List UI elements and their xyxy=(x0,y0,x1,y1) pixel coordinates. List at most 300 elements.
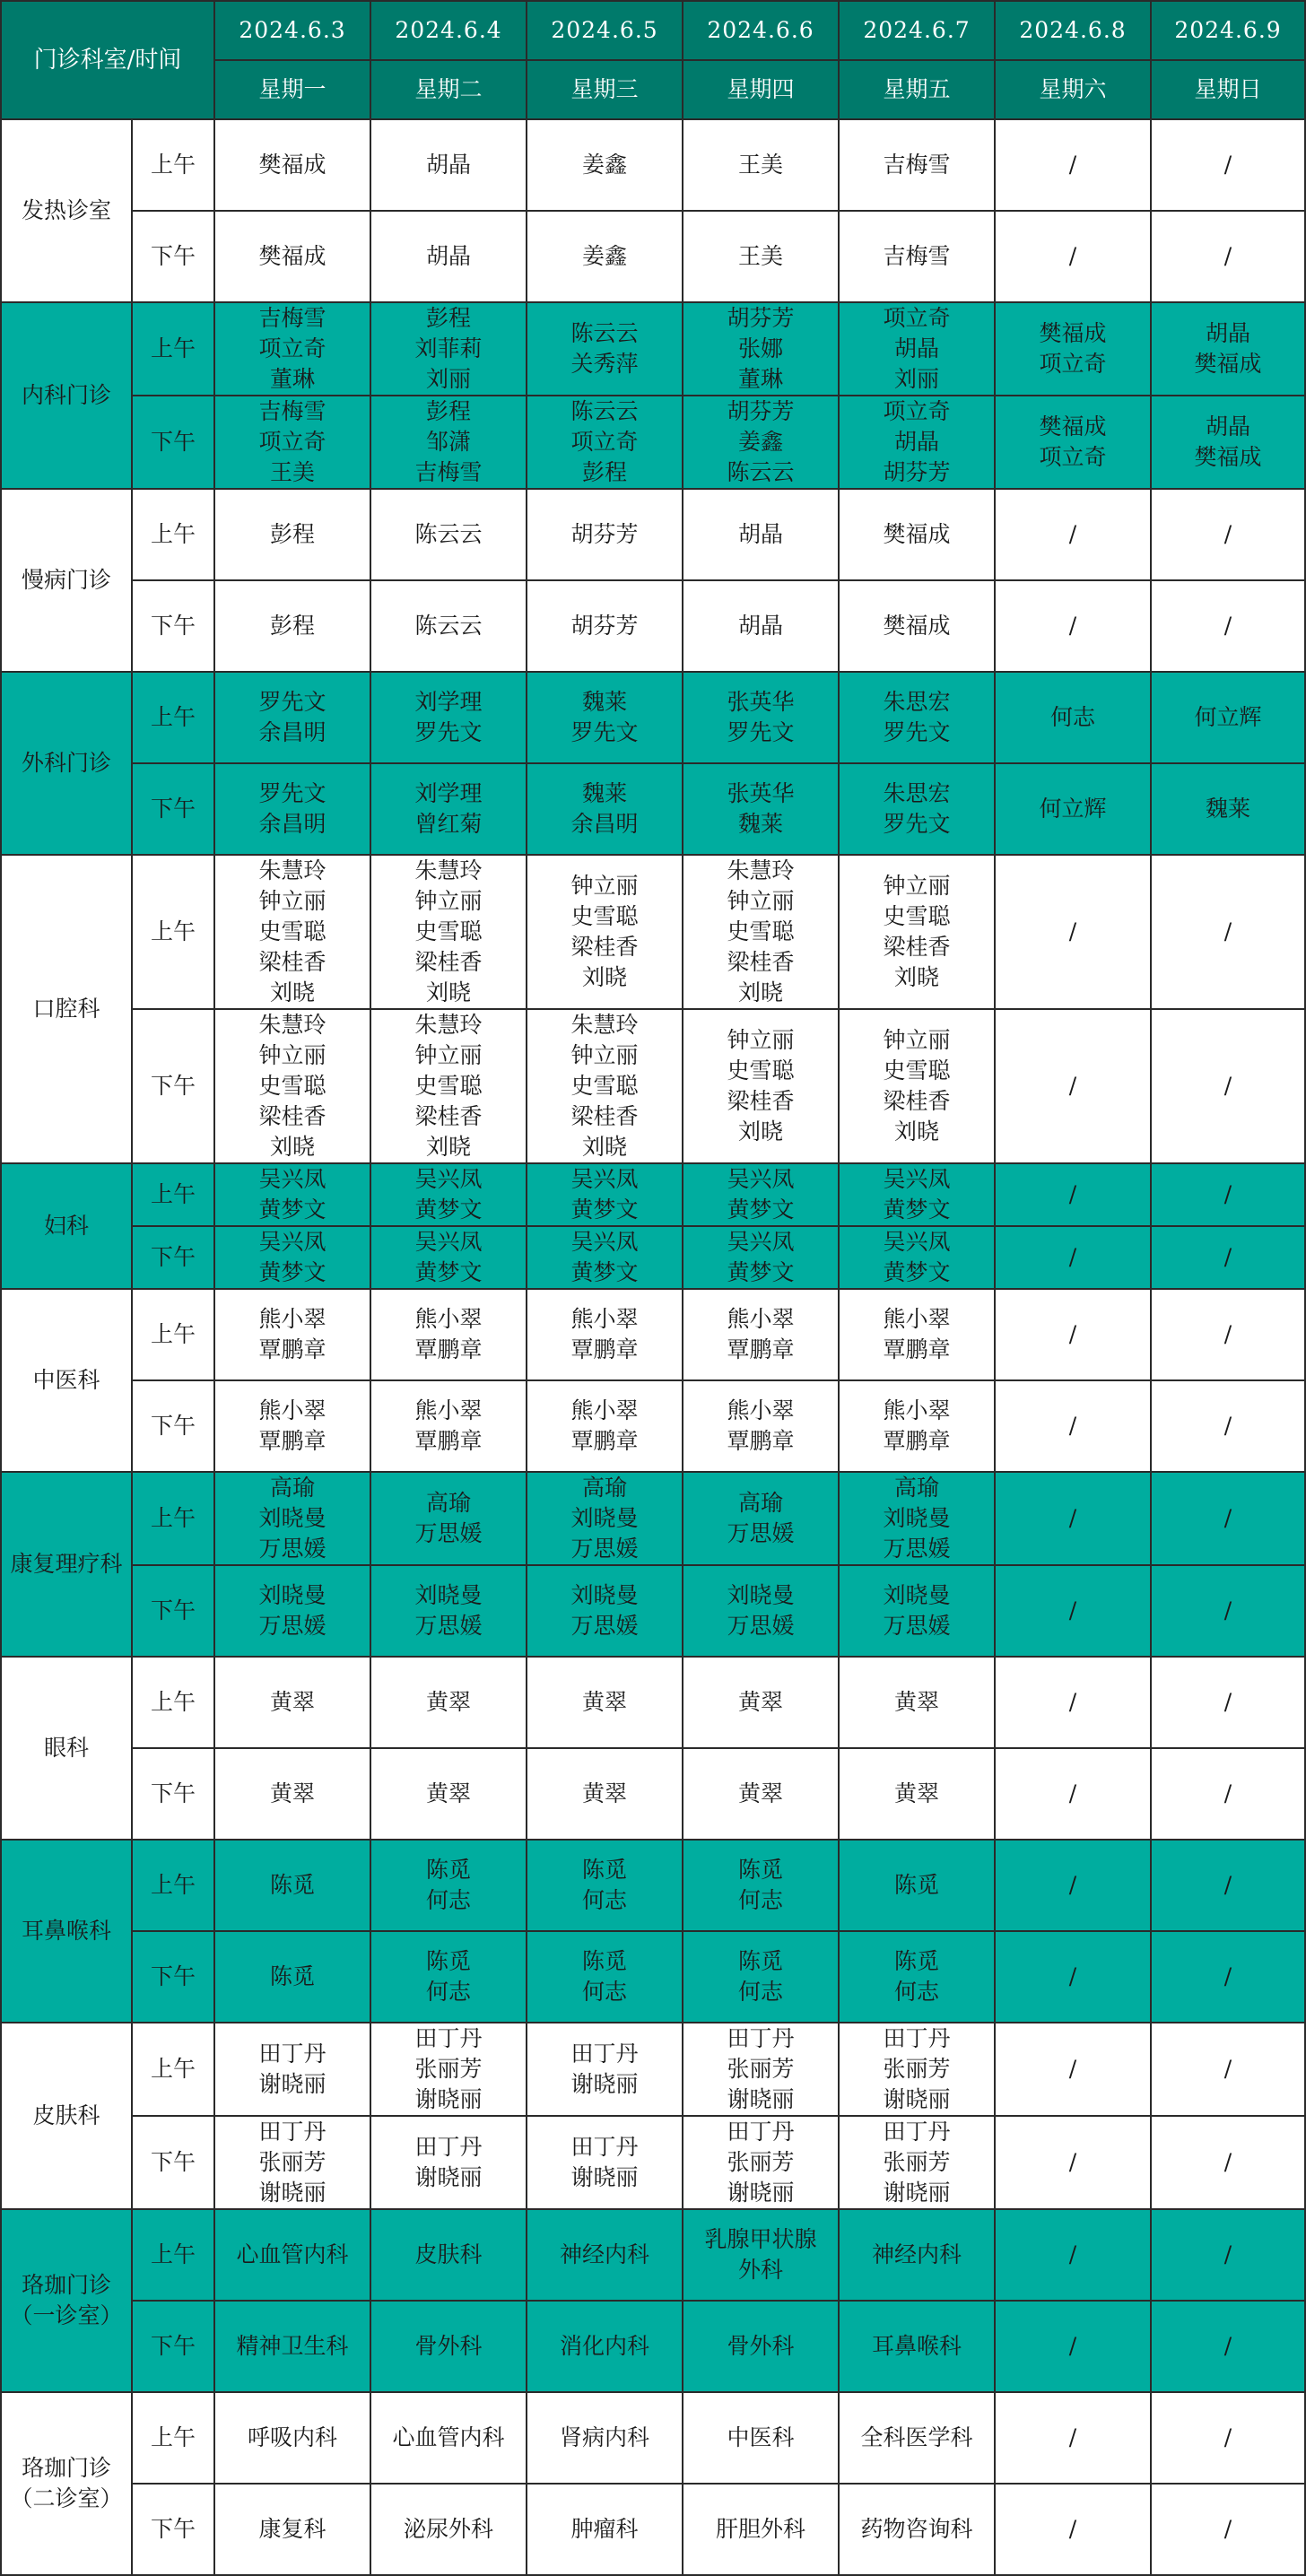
cell-line: 刘晓曼 xyxy=(570,1505,639,1531)
cell-line: 吴兴凤 xyxy=(883,1166,951,1192)
cell-line: 彭程 xyxy=(426,398,472,424)
period-label: 下午 xyxy=(132,1380,214,1472)
cell-line: 项立奇 xyxy=(570,429,639,455)
cell-line: / xyxy=(1068,1413,1077,1439)
table-row xyxy=(1,2116,1305,2209)
cell-line: 刘晓曼 xyxy=(258,1505,326,1531)
cell-line: 黄梦文 xyxy=(727,1259,795,1285)
doctor-cell xyxy=(527,580,683,672)
doctor-cell xyxy=(214,2209,370,2301)
cell-line: 全科医学科 xyxy=(860,2424,973,2450)
cell-line: 谢晓丽 xyxy=(258,2071,326,2097)
cell-line: / xyxy=(1068,2516,1077,2542)
cell-line: 黄梦文 xyxy=(883,1197,951,1223)
cell-line: 魏莱 xyxy=(1206,796,1251,822)
cell-line: / xyxy=(1068,2241,1077,2267)
cell-line: 吉梅雪 xyxy=(258,398,326,424)
cell-line: / xyxy=(1068,1505,1077,1531)
cell-line: 谢晓丽 xyxy=(727,2180,795,2206)
cell-line: 黄梦文 xyxy=(570,1197,639,1223)
table-row xyxy=(1,302,1305,396)
table-row xyxy=(1,580,1305,672)
cell-line: 何志 xyxy=(582,1979,628,2005)
doctor-cell xyxy=(527,1472,683,1565)
cell-line: / xyxy=(1068,1073,1077,1099)
cell-line: 樊福成 xyxy=(1039,320,1107,346)
period-label: 下午 xyxy=(132,1226,214,1289)
cell-line: 眼科 xyxy=(43,1735,89,1761)
doctor-cell xyxy=(370,672,527,763)
cell-line: 余昌明 xyxy=(258,811,326,837)
doctor-cell xyxy=(683,1380,839,1472)
cell-line: / xyxy=(1223,1780,1232,1806)
doctor-cell xyxy=(683,2209,839,2301)
cell-line: 史雪聪 xyxy=(258,918,326,944)
cell-line: 刘晓 xyxy=(270,1134,316,1160)
table-row xyxy=(1,1289,1305,1380)
cell-line: 吉梅雪 xyxy=(258,305,326,331)
cell-line: 董琳 xyxy=(738,366,784,392)
cell-line: 康复科 xyxy=(258,2516,326,2542)
doctor-cell xyxy=(683,855,839,1009)
cell-line: 高瑜 xyxy=(894,1475,940,1501)
cell-line: 余昌明 xyxy=(258,719,326,745)
no-clinic-cell xyxy=(1151,1657,1305,1748)
cell-line: / xyxy=(1223,613,1232,639)
cell-line: 呼吸内科 xyxy=(248,2424,338,2450)
weekday-header: 星期三 xyxy=(527,60,683,119)
date-header: 2024.6.6 xyxy=(683,1,839,60)
cell-line: 史雪聪 xyxy=(883,1057,951,1083)
cell-line: 田丁丹 xyxy=(727,2119,795,2145)
cell-line: 钟立丽 xyxy=(414,888,483,914)
cell-line: 刘晓曼 xyxy=(883,1505,951,1531)
no-clinic-cell xyxy=(995,2392,1151,2484)
cell-line: 黄梦文 xyxy=(258,1259,326,1285)
doctor-cell xyxy=(1151,396,1305,489)
department-name xyxy=(1,1472,132,1657)
doctor-cell xyxy=(527,763,683,855)
cell-line: / xyxy=(1223,1505,1232,1531)
doctor-cell xyxy=(214,2301,370,2392)
cell-line: / xyxy=(1068,152,1077,178)
cell-line: 黄翠 xyxy=(426,1780,472,1806)
cell-line: 覃鹏章 xyxy=(414,1336,483,1362)
doctor-cell xyxy=(683,302,839,396)
no-clinic-cell xyxy=(995,2023,1151,2116)
cell-line: 万思媛 xyxy=(883,1613,951,1639)
no-clinic-cell xyxy=(995,1472,1151,1565)
cell-line: 黄梦文 xyxy=(883,1259,951,1285)
doctor-cell xyxy=(214,2023,370,2116)
cell-line: 中医科 xyxy=(727,2424,795,2450)
cell-line: 发热诊室 xyxy=(21,197,111,223)
cell-line: / xyxy=(1223,1244,1232,1270)
cell-line: 黄翠 xyxy=(270,1689,316,1715)
cell-line: 王美 xyxy=(738,152,784,178)
cell-line: 神经内科 xyxy=(872,2241,962,2267)
doctor-cell xyxy=(839,1840,995,1931)
cell-line: 外科 xyxy=(738,2257,784,2283)
cell-line: 胡晶 xyxy=(426,243,472,269)
cell-line: 刘丽 xyxy=(426,366,472,392)
doctor-cell xyxy=(839,1565,995,1657)
doctor-cell xyxy=(214,1380,370,1472)
table-row xyxy=(1,2484,1305,2575)
cell-line: 张丽芳 xyxy=(727,2149,795,2175)
cell-line: 陈云云 xyxy=(414,613,483,639)
cell-line: 梁桂香 xyxy=(414,949,483,975)
doctor-cell xyxy=(527,1380,683,1472)
cell-line: 姜鑫 xyxy=(582,243,628,269)
cell-line: 刘菲莉 xyxy=(414,335,483,361)
no-clinic-cell xyxy=(995,1380,1151,1472)
date-header: 2024.6.5 xyxy=(527,1,683,60)
doctor-cell xyxy=(527,672,683,763)
cell-line: （二诊室） xyxy=(10,2485,123,2511)
cell-line: 邹潇 xyxy=(426,429,472,455)
cell-line: / xyxy=(1068,1780,1077,1806)
cell-line: 罗先文 xyxy=(258,780,326,806)
doctor-cell xyxy=(839,580,995,672)
doctor-cell xyxy=(370,119,527,211)
cell-line: 田丁丹 xyxy=(414,2134,483,2160)
no-clinic-cell xyxy=(1151,2116,1305,2209)
cell-line: 张英华 xyxy=(727,689,795,715)
doctor-cell xyxy=(527,396,683,489)
doctor-cell xyxy=(527,2023,683,2116)
cell-line: 覃鹏章 xyxy=(570,1336,639,1362)
cell-line: 何立辉 xyxy=(1039,796,1107,822)
cell-line: 黄翠 xyxy=(738,1689,784,1715)
no-clinic-cell xyxy=(995,211,1151,302)
cell-line: 钟立丽 xyxy=(258,1042,326,1068)
cell-line: / xyxy=(1223,1321,1232,1347)
cell-line: 谢晓丽 xyxy=(258,2180,326,2206)
no-clinic-cell xyxy=(995,2209,1151,2301)
cell-line: 胡晶 xyxy=(738,521,784,547)
cell-line: 高瑜 xyxy=(582,1475,628,1501)
cell-line: 罗先文 xyxy=(727,719,795,745)
cell-line: 心血管内科 xyxy=(236,2241,349,2267)
cell-line: 陈觅 xyxy=(738,1857,784,1883)
cell-line: 万思媛 xyxy=(570,1536,639,1562)
cell-line: 覃鹏章 xyxy=(414,1428,483,1454)
cell-line: 吴兴凤 xyxy=(727,1229,795,1255)
cell-line: 谢晓丽 xyxy=(570,2071,639,2097)
doctor-cell xyxy=(370,1226,527,1289)
doctor-cell xyxy=(214,211,370,302)
cell-line: 何志 xyxy=(582,1887,628,1913)
cell-line: 覃鹏章 xyxy=(883,1336,951,1362)
cell-line: / xyxy=(1223,1413,1232,1439)
cell-line: 黄梦文 xyxy=(570,1259,639,1285)
doctor-cell xyxy=(370,763,527,855)
no-clinic-cell xyxy=(995,1657,1151,1748)
cell-line: 覃鹏章 xyxy=(258,1336,326,1362)
cell-line: 刘丽 xyxy=(894,366,940,392)
cell-line: 项立奇 xyxy=(258,429,326,455)
doctor-cell xyxy=(995,672,1151,763)
no-clinic-cell xyxy=(995,1840,1151,1931)
department-name xyxy=(1,1840,132,2023)
table-row xyxy=(1,2392,1305,2484)
doctor-cell xyxy=(527,1748,683,1840)
no-clinic-cell xyxy=(1151,2484,1305,2575)
cell-line: 钟立丽 xyxy=(883,873,951,899)
cell-line: 黄翠 xyxy=(738,1780,784,1806)
cell-line: 黄翠 xyxy=(582,1689,628,1715)
no-clinic-cell xyxy=(995,1289,1151,1380)
cell-line: 万思媛 xyxy=(414,1613,483,1639)
no-clinic-cell xyxy=(995,1009,1151,1163)
no-clinic-cell xyxy=(1151,580,1305,672)
no-clinic-cell xyxy=(995,855,1151,1009)
cell-line: 余昌明 xyxy=(570,811,639,837)
cell-line: 梁桂香 xyxy=(258,949,326,975)
doctor-cell xyxy=(214,2116,370,2209)
period-label: 上午 xyxy=(132,1840,214,1931)
table-row xyxy=(1,855,1305,1009)
cell-line: 康复理疗科 xyxy=(10,1551,123,1577)
cell-line: 史雪聪 xyxy=(883,903,951,929)
no-clinic-cell xyxy=(1151,1289,1305,1380)
doctor-cell xyxy=(683,1472,839,1565)
doctor-cell xyxy=(370,2484,527,2575)
cell-line: 魏莱 xyxy=(738,811,784,837)
doctor-cell xyxy=(370,302,527,396)
doctor-cell xyxy=(839,1472,995,1565)
no-clinic-cell xyxy=(1151,1840,1305,1931)
cell-line: 樊福成 xyxy=(1194,444,1262,470)
cell-line: / xyxy=(1068,918,1077,944)
cell-line: 樊福成 xyxy=(1039,413,1107,439)
cell-line: 胡芬芳 xyxy=(727,398,795,424)
date-header: 2024.6.9 xyxy=(1151,1,1305,60)
cell-line: 谢晓丽 xyxy=(414,2086,483,2112)
department-name xyxy=(1,2209,132,2392)
cell-line: 胡晶 xyxy=(1206,320,1251,346)
cell-line: 刘晓 xyxy=(894,1118,940,1144)
no-clinic-cell xyxy=(995,1565,1151,1657)
period-label: 下午 xyxy=(132,763,214,855)
cell-line: 口腔科 xyxy=(32,996,100,1022)
cell-line: 梁桂香 xyxy=(727,949,795,975)
doctor-cell xyxy=(370,855,527,1009)
cell-line: 钟立丽 xyxy=(883,1027,951,1053)
doctor-cell xyxy=(214,302,370,396)
doctor-cell xyxy=(839,119,995,211)
cell-line: 万思媛 xyxy=(727,1520,795,1546)
cell-line: / xyxy=(1068,243,1077,269)
table-row xyxy=(1,2209,1305,2301)
cell-line: 史雪聪 xyxy=(727,918,795,944)
cell-line: 钟立丽 xyxy=(727,1027,795,1053)
doctor-cell xyxy=(370,1163,527,1226)
cell-line: 陈云云 xyxy=(727,459,795,485)
cell-line: 何志 xyxy=(426,1887,472,1913)
doctor-cell xyxy=(683,1657,839,1748)
cell-line: 田丁丹 xyxy=(570,2041,639,2067)
cell-line: 胡晶 xyxy=(738,613,784,639)
weekday-header: 星期五 xyxy=(839,60,995,119)
table-row xyxy=(1,396,1305,489)
doctor-cell xyxy=(214,855,370,1009)
doctor-cell xyxy=(995,302,1151,396)
period-label: 下午 xyxy=(132,2116,214,2209)
doctor-cell xyxy=(370,1931,527,2023)
cell-line: 刘学理 xyxy=(414,780,483,806)
cell-line: 陈觅 xyxy=(270,1963,316,1989)
no-clinic-cell xyxy=(1151,2301,1305,2392)
no-clinic-cell xyxy=(1151,1931,1305,2023)
cell-line: 张丽芳 xyxy=(883,2149,951,2175)
cell-line: 田丁丹 xyxy=(883,2025,951,2051)
cell-line: / xyxy=(1223,152,1232,178)
period-label: 上午 xyxy=(132,119,214,211)
cell-line: 刘晓曼 xyxy=(258,1582,326,1608)
cell-line: / xyxy=(1068,2424,1077,2450)
doctor-cell xyxy=(839,1163,995,1226)
cell-line: 姜鑫 xyxy=(738,429,784,455)
doctor-cell xyxy=(527,1657,683,1748)
doctor-cell xyxy=(214,1472,370,1565)
doctor-cell xyxy=(214,1840,370,1931)
table-row xyxy=(1,1931,1305,2023)
no-clinic-cell xyxy=(1151,119,1305,211)
cell-line: 罗先文 xyxy=(883,811,951,837)
cell-line: 黄梦文 xyxy=(414,1259,483,1285)
doctor-cell xyxy=(839,2116,995,2209)
doctor-cell xyxy=(683,2392,839,2484)
doctor-cell xyxy=(527,1009,683,1163)
cell-line: 吴兴凤 xyxy=(883,1229,951,1255)
cell-line: 张娜 xyxy=(738,335,784,361)
cell-line: 曾红菊 xyxy=(414,811,483,837)
cell-line: 朱慧玲 xyxy=(414,1012,483,1038)
doctor-cell xyxy=(683,119,839,211)
cell-line: 熊小翠 xyxy=(414,1397,483,1423)
cell-line: 谢晓丽 xyxy=(727,2086,795,2112)
no-clinic-cell xyxy=(995,580,1151,672)
cell-line: 皮肤科 xyxy=(414,2241,483,2267)
cell-line: 项立奇 xyxy=(1039,351,1107,377)
cell-line: 项立奇 xyxy=(883,398,951,424)
doctor-cell xyxy=(683,2023,839,2116)
cell-line: 张丽芳 xyxy=(414,2056,483,2082)
cell-line: / xyxy=(1223,521,1232,547)
cell-line: 刘晓曼 xyxy=(883,1582,951,1608)
department-name xyxy=(1,1657,132,1840)
cell-line: 熊小翠 xyxy=(570,1306,639,1332)
cell-line: 陈觅 xyxy=(426,1948,472,1974)
table-row xyxy=(1,119,1305,211)
cell-line: 万思媛 xyxy=(258,1613,326,1639)
doctor-cell xyxy=(527,2116,683,2209)
date-row xyxy=(1,1,1305,60)
weekday-header: 星期四 xyxy=(683,60,839,119)
cell-line: 黄翠 xyxy=(582,1780,628,1806)
doctor-cell xyxy=(683,1565,839,1657)
doctor-cell xyxy=(683,763,839,855)
cell-line: 罗先文 xyxy=(414,719,483,745)
doctor-cell xyxy=(527,2209,683,2301)
cell-line: 陈觅 xyxy=(582,1857,628,1883)
department-name xyxy=(1,302,132,489)
cell-line: 耳鼻喉科 xyxy=(872,2333,962,2359)
cell-line: / xyxy=(1068,1872,1077,1898)
cell-line: 陈觅 xyxy=(426,1857,472,1883)
doctor-cell xyxy=(839,1380,995,1472)
cell-line: 黄翠 xyxy=(894,1780,940,1806)
doctor-cell xyxy=(527,1163,683,1226)
no-clinic-cell xyxy=(995,1163,1151,1226)
cell-line: / xyxy=(1068,521,1077,547)
cell-line: 胡晶 xyxy=(1206,413,1251,439)
period-label: 上午 xyxy=(132,1657,214,1748)
doctor-cell xyxy=(527,1931,683,2023)
cell-line: 覃鹏章 xyxy=(883,1428,951,1454)
department-name xyxy=(1,2023,132,2209)
cell-line: 胡晶 xyxy=(426,152,472,178)
cell-line: 史雪聪 xyxy=(570,903,639,929)
no-clinic-cell xyxy=(1151,2392,1305,2484)
no-clinic-cell xyxy=(1151,1748,1305,1840)
cell-line: 梁桂香 xyxy=(258,1103,326,1129)
cell-line: / xyxy=(1068,1963,1077,1989)
doctor-cell xyxy=(683,672,839,763)
cell-line: 何志 xyxy=(738,1887,784,1913)
department-name xyxy=(1,489,132,672)
cell-line: 神经内科 xyxy=(560,2241,650,2267)
cell-line: 胡芬芳 xyxy=(883,459,951,485)
doctor-cell xyxy=(683,2484,839,2575)
period-label: 下午 xyxy=(132,1931,214,2023)
doctor-cell xyxy=(214,1657,370,1748)
doctor-cell xyxy=(214,580,370,672)
cell-line: 刘晓 xyxy=(582,1134,628,1160)
doctor-cell xyxy=(370,211,527,302)
cell-line: 吉梅雪 xyxy=(883,152,951,178)
cell-line: 史雪聪 xyxy=(727,1057,795,1083)
period-label: 上午 xyxy=(132,1472,214,1565)
no-clinic-cell xyxy=(995,489,1151,580)
cell-line: 何志 xyxy=(894,1979,940,2005)
cell-line: 张丽芳 xyxy=(883,2056,951,2082)
cell-line: 谢晓丽 xyxy=(883,2086,951,2112)
cell-line: 胡晶 xyxy=(894,429,940,455)
doctor-cell xyxy=(683,2116,839,2209)
cell-line: 熊小翠 xyxy=(727,1397,795,1423)
cell-line: / xyxy=(1223,2056,1232,2082)
table-row xyxy=(1,1748,1305,1840)
doctor-cell xyxy=(839,2023,995,2116)
doctor-cell xyxy=(839,302,995,396)
cell-line: 刘晓 xyxy=(426,1134,472,1160)
doctor-cell xyxy=(370,2023,527,2116)
cell-line: 内科门诊 xyxy=(21,382,111,408)
cell-line: 张丽芳 xyxy=(258,2149,326,2175)
doctor-cell xyxy=(683,2301,839,2392)
schedule-body xyxy=(1,119,1305,2575)
cell-line: 史雪聪 xyxy=(258,1073,326,1099)
cell-line: 陈云云 xyxy=(570,320,639,346)
period-label: 下午 xyxy=(132,211,214,302)
weekday-header: 星期二 xyxy=(370,60,527,119)
doctor-cell xyxy=(1151,302,1305,396)
cell-line: 王美 xyxy=(270,459,316,485)
cell-line: 慢病门诊 xyxy=(21,567,111,593)
